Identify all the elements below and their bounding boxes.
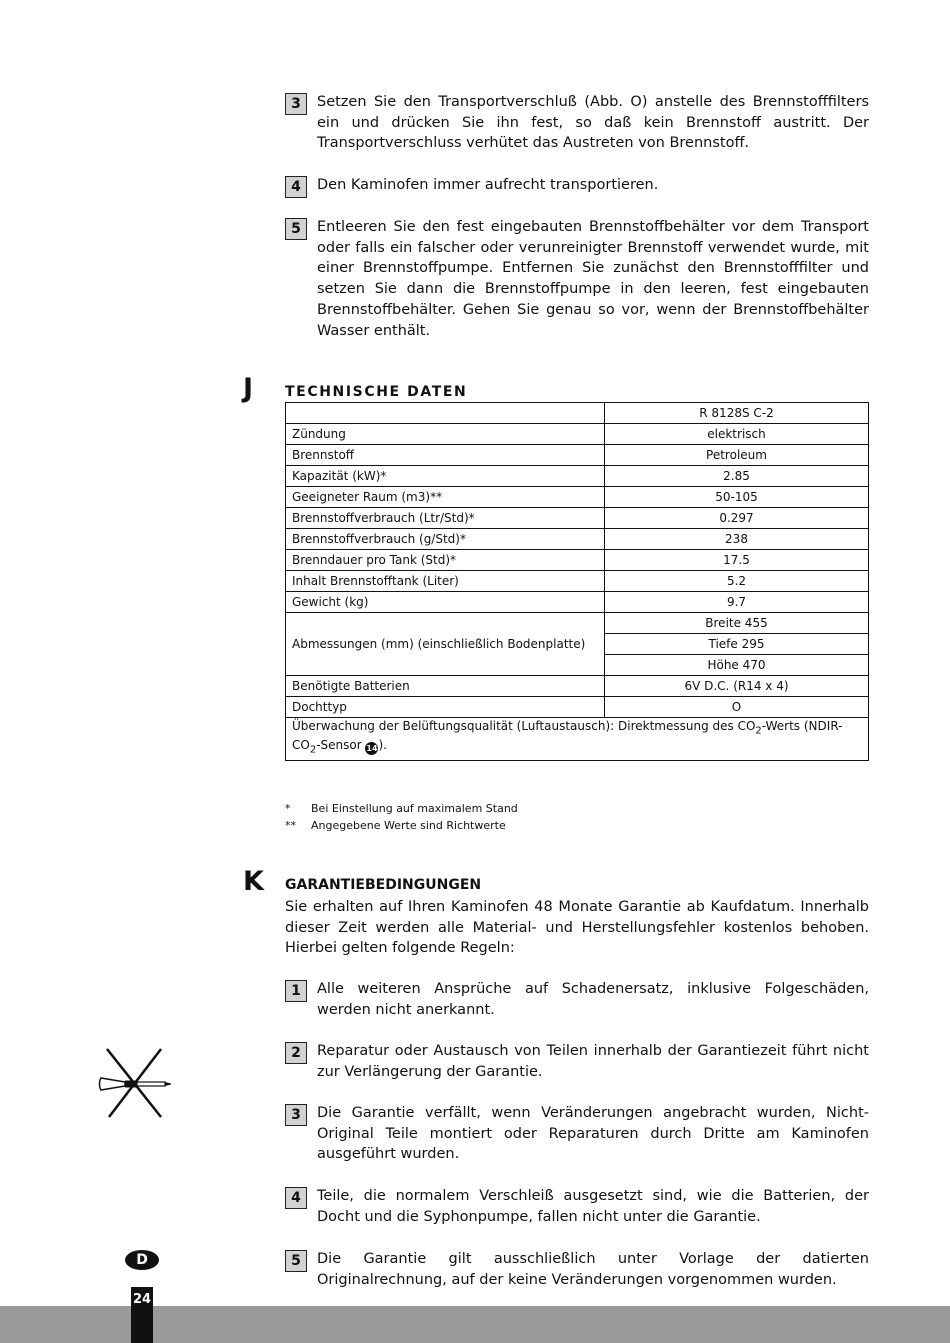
row-value: 50-105 bbox=[605, 487, 869, 508]
footnote-mark: ** bbox=[285, 818, 296, 832]
item-number: 5 bbox=[285, 1250, 307, 1272]
row-label: Geeigneter Raum (m3)** bbox=[286, 487, 605, 508]
language-badge: D bbox=[125, 1250, 159, 1270]
table-row bbox=[286, 697, 869, 718]
footnote-text: Angegebene Werte sind Richtwerte bbox=[311, 818, 506, 832]
table-row bbox=[286, 424, 869, 445]
circled-number-14: 14 bbox=[366, 744, 378, 754]
subscript: 2 bbox=[755, 725, 762, 737]
item-text: Die Garantie gilt ausschließlich unter Vorlage der datierten Originalrechnung, auf der keine Veränderungen vorgenommen wurden. bbox=[317, 1251, 869, 1288]
row-label: Brennstoffverbrauch (Ltr/Std)* bbox=[286, 508, 605, 529]
table-row bbox=[286, 487, 869, 508]
row-value: 0.297 bbox=[605, 508, 869, 529]
row-value: Petroleum bbox=[605, 445, 869, 466]
row-value: Tiefe 295 bbox=[605, 634, 869, 655]
transport-item-3 bbox=[285, 92, 869, 154]
item-text: Reparatur oder Austausch von Teilen innerhalb der Garantiezeit führt nicht zur Verlängerung der Garantie. bbox=[317, 1043, 869, 1080]
monitoring-note bbox=[286, 718, 869, 761]
row-label: Abmessungen (mm) (einschließlich Bodenplatte) bbox=[286, 613, 605, 676]
item-number: 1 bbox=[285, 980, 307, 1002]
section-letter-j: J bbox=[243, 373, 254, 404]
monitoring-text-d: ). bbox=[378, 738, 387, 753]
item-text: Den Kaminofen immer aufrecht transportieren. bbox=[317, 177, 659, 193]
footnote-text: Bei Einstellung auf maximalem Stand bbox=[311, 802, 518, 815]
row-value: elektrisch bbox=[605, 424, 869, 445]
row-label: Brennstoffverbrauch (g/Std)* bbox=[286, 529, 605, 550]
row-value: 5.2 bbox=[605, 571, 869, 592]
warranty-item-3 bbox=[285, 1103, 869, 1165]
table-row bbox=[286, 592, 869, 613]
item-number: 4 bbox=[285, 176, 307, 198]
table-row bbox=[286, 466, 869, 487]
technical-data-table bbox=[285, 402, 869, 761]
table-row bbox=[286, 571, 869, 592]
crossed-out-screwdriver-icon bbox=[95, 1045, 175, 1121]
warranty-item-4 bbox=[285, 1186, 869, 1227]
row-label: Gewicht (kg) bbox=[286, 592, 605, 613]
item-number: 3 bbox=[285, 93, 307, 115]
model-header: R 8128S C-2 bbox=[605, 403, 869, 424]
page-number: 24 bbox=[131, 1287, 153, 1343]
warranty-item-2 bbox=[285, 1041, 869, 1082]
row-value: 17.5 bbox=[605, 550, 869, 571]
table-row bbox=[286, 508, 869, 529]
section-title-warranty: GARANTIEBEDINGUNGEN bbox=[285, 877, 482, 893]
footnote bbox=[285, 818, 518, 835]
row-label: Inhalt Brennstofftank (Liter) bbox=[286, 571, 605, 592]
item-number: 4 bbox=[285, 1187, 307, 1209]
transport-item-5 bbox=[285, 217, 869, 341]
item-text: Alle weiteren Ansprüche auf Schadenersatz, inklusive Folgeschäden, werden nicht anerkannt. bbox=[317, 981, 869, 1018]
row-value: Breite 455 bbox=[605, 613, 869, 634]
row-value: O bbox=[605, 697, 869, 718]
row-label: Zündung bbox=[286, 424, 605, 445]
table-row bbox=[286, 550, 869, 571]
item-text: Die Garantie verfällt, wenn Veränderungen angebracht wurden, Nicht-Original Teile montiert oder Reparaturen durch Dritte am Kaminofen ausgeführt wurden. bbox=[317, 1105, 869, 1163]
row-label: Dochttyp bbox=[286, 697, 605, 718]
section-title-technical-data: TECHNISCHE DATEN bbox=[285, 384, 468, 400]
row-label: Benötigte Batterien bbox=[286, 676, 605, 697]
item-text: Teile, die normalem Verschleiß ausgesetzt sind, wie die Batterien, der Docht und die Syphonpumpe, fallen nicht unter die Garantie. bbox=[317, 1188, 869, 1225]
footnote-mark: * bbox=[285, 802, 291, 815]
monitoring-text-a: Überwachung der Belüftungsqualität (Luftaustausch): Direktmessung des CO bbox=[292, 719, 756, 733]
table-row bbox=[286, 613, 869, 634]
item-number: 5 bbox=[285, 218, 307, 240]
table-row bbox=[286, 403, 869, 424]
transport-item-4 bbox=[285, 175, 869, 196]
footnote bbox=[285, 801, 518, 818]
row-value: 238 bbox=[605, 529, 869, 550]
table-row bbox=[286, 445, 869, 466]
item-number: 2 bbox=[285, 1042, 307, 1064]
item-text: Setzen Sie den Transportverschluß (Abb. O) anstelle des Brennstofffilters ein und drücken Sie ihn fest, so daß kein Brennstoff austritt. Der Transportverschluss verhütet das Austreten von Brennstoff. bbox=[317, 94, 869, 152]
row-label: Brenndauer pro Tank (Std)* bbox=[286, 550, 605, 571]
row-value: 9.7 bbox=[605, 592, 869, 613]
item-number: 3 bbox=[285, 1104, 307, 1126]
monitoring-text-c: -Sensor bbox=[316, 738, 366, 753]
row-label: Brennstoff bbox=[286, 445, 605, 466]
table-cell-empty bbox=[286, 403, 605, 424]
footnotes bbox=[285, 801, 518, 834]
warranty-item-1 bbox=[285, 979, 869, 1020]
warranty-intro: Sie erhalten auf Ihren Kaminofen 48 Monate Garantie ab Kaufdatum. Innerhalb dieser Zeit werden alle Material- und Herstellungsfehler kostenlos behoben. Hierbei gelten folgende Regeln: bbox=[285, 899, 869, 957]
table-row bbox=[286, 529, 869, 550]
subscript: 2 bbox=[309, 744, 317, 756]
row-value: Höhe 470 bbox=[605, 655, 869, 676]
row-value: 6V D.C. (R14 x 4) bbox=[605, 676, 869, 697]
table-row bbox=[286, 718, 869, 761]
warranty-item-5 bbox=[285, 1249, 869, 1290]
item-text: Entleeren Sie den fest eingebauten Brennstoffbehälter vor dem Transport oder falls ein falscher oder verunreinigter Brennstoff verwendet wurde, mit einer Brennstoffpumpe. Entfernen Sie zunächst den Brennstofffilter und setzen Sie dann die Brennstoffpumpe in den leeren, fest eingebauten Brennstoffbehälter. Gehen Sie genau so vor, wenn der Brennstoffbehälter Wasser enthält. bbox=[317, 219, 869, 339]
row-value: 2.85 bbox=[605, 466, 869, 487]
table-row bbox=[286, 676, 869, 697]
monitoring-text-b: -Werts (NDIR-CO bbox=[292, 719, 843, 753]
section-letter-k: K bbox=[243, 866, 264, 897]
row-label: Kapazität (kW)* bbox=[286, 466, 605, 487]
